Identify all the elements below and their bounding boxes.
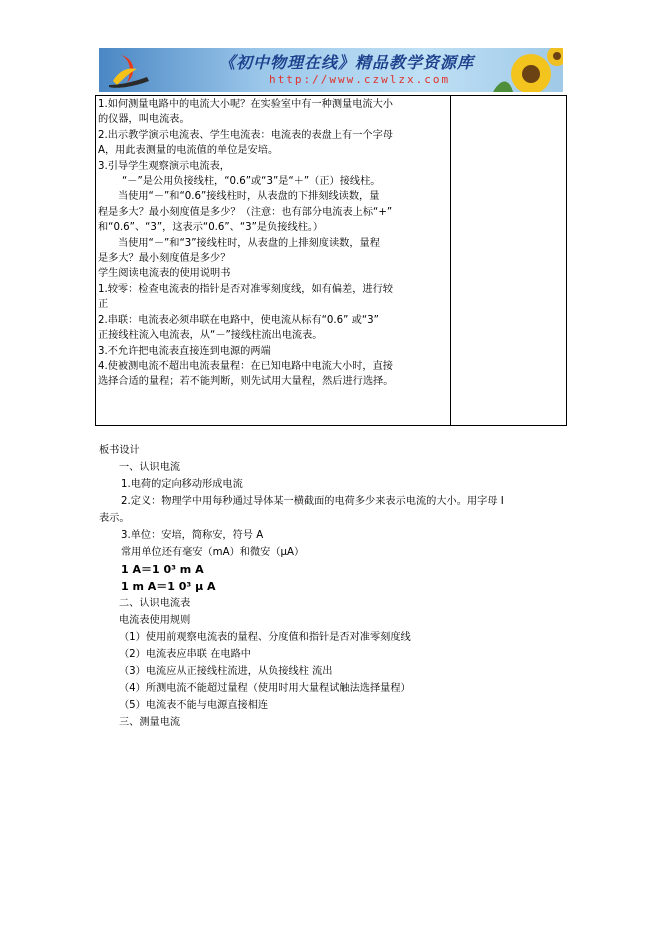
table-line: 选择合适的量程；若不能判断，则先试用大量程，然后进行选择。 xyxy=(98,376,394,388)
table-line: 学生阅读电流表的使用说明书 xyxy=(98,268,231,280)
table-line: 2.串联：电流表必须串联在电路中，使电流从标有“0.6” 或“3” xyxy=(98,314,379,326)
unit-equation: 1 m A＝1 0³ μ A xyxy=(121,580,216,593)
rules-title: 电流表使用规则 xyxy=(119,615,191,626)
board-title: 板书设计 xyxy=(99,445,140,456)
table-line: 4.使被测电流不超出电流表量程：在已知电路中电流大小时，直接 xyxy=(98,360,393,372)
unit-equation: 1 A＝1 0³ m A xyxy=(121,563,204,576)
table-line: 当使用“－”和“3”接线柱时，从表盘的上排刻度读数，量程 xyxy=(118,237,380,249)
table-line: 程是多大？最小刻度值是多少？（注意：也有部分电流表上标“+” xyxy=(98,206,393,218)
table-line: “－”是公用负接线柱，“0.6”或“3”是“＋”（正）接线柱。 xyxy=(122,176,381,188)
section-heading: 一、认识电流 xyxy=(119,462,181,473)
board-line: 3.单位：安培，简称安，符号 A xyxy=(121,530,264,541)
table-divider xyxy=(450,96,451,425)
section-heading: 三、测量电流 xyxy=(119,717,181,728)
banner-url[interactable]: http://www.czwlzx.com xyxy=(269,73,451,86)
board-line: 1.电荷的定向移动形成电流 xyxy=(121,479,243,490)
table-line: 的仪器，叫电流表。 xyxy=(98,114,190,126)
table-line: A，用此表测量的电流值的单位是安培。 xyxy=(98,145,279,157)
rule-item: （2）电流表应串联 在电路中 xyxy=(119,649,251,660)
table-line: 当使用“－”和“0.6”接线柱时，从表盘的下排刻线读数，量 xyxy=(118,191,380,203)
board-design-section xyxy=(99,442,569,731)
rule-item: （4）所测电流不能超过量程（使用时用大量程试触法选择量程） xyxy=(119,683,411,694)
table-line: 1.较零：检查电流表的指针是否对准零刻度线，如有偏差，进行较 xyxy=(98,283,393,295)
table-line: 3.不允许把电流表直接连到电源的两端 xyxy=(98,345,271,357)
table-line: 是多大？最小刻度值是多少？ xyxy=(98,253,231,265)
header-banner xyxy=(99,48,563,92)
logo-icon xyxy=(107,51,151,89)
board-line: 表示。 xyxy=(99,513,130,524)
table-line: 1.如何测量电路中的电流大小呢？在实验室中有一种测量电流大小 xyxy=(98,99,393,110)
table-line: 2.出示教学演示电流表、学生电流表：电流表的表盘上有一个字母 xyxy=(98,129,393,141)
table-line: 正接线柱流入电流表，从“－”接线柱流出电流表。 xyxy=(98,330,323,342)
table-line: 3.引导学生观察演示电流表， xyxy=(98,160,230,172)
table-line: 正 xyxy=(98,299,109,311)
rule-item: （5）电流表不能与电源直接相连 xyxy=(119,700,269,711)
lesson-table xyxy=(95,95,567,426)
table-content-cell xyxy=(98,97,448,390)
section-heading: 二、认识电流表 xyxy=(119,598,191,609)
table-line: 和“0.6”、“3”，这表示“0.6”、“3”是负接线柱。） xyxy=(98,222,324,234)
rule-item: （3）电流应从正接线柱流进，从负接线柱 流出 xyxy=(119,666,333,677)
board-line: 2.定义：物理学中用每秒通过导体某一横截面的电荷多少来表示电流的大小。用字母 I xyxy=(121,496,504,507)
rule-item: （1）使用前观察电流表的量程、分度值和指针是否对准零刻度线 xyxy=(119,632,411,643)
board-line: 常用单位还有毫安（mA）和微安（μA） xyxy=(121,547,305,558)
sunflower-icon xyxy=(473,48,563,92)
banner-title: 《初中物理在线》精品教学资源库 xyxy=(219,53,475,72)
